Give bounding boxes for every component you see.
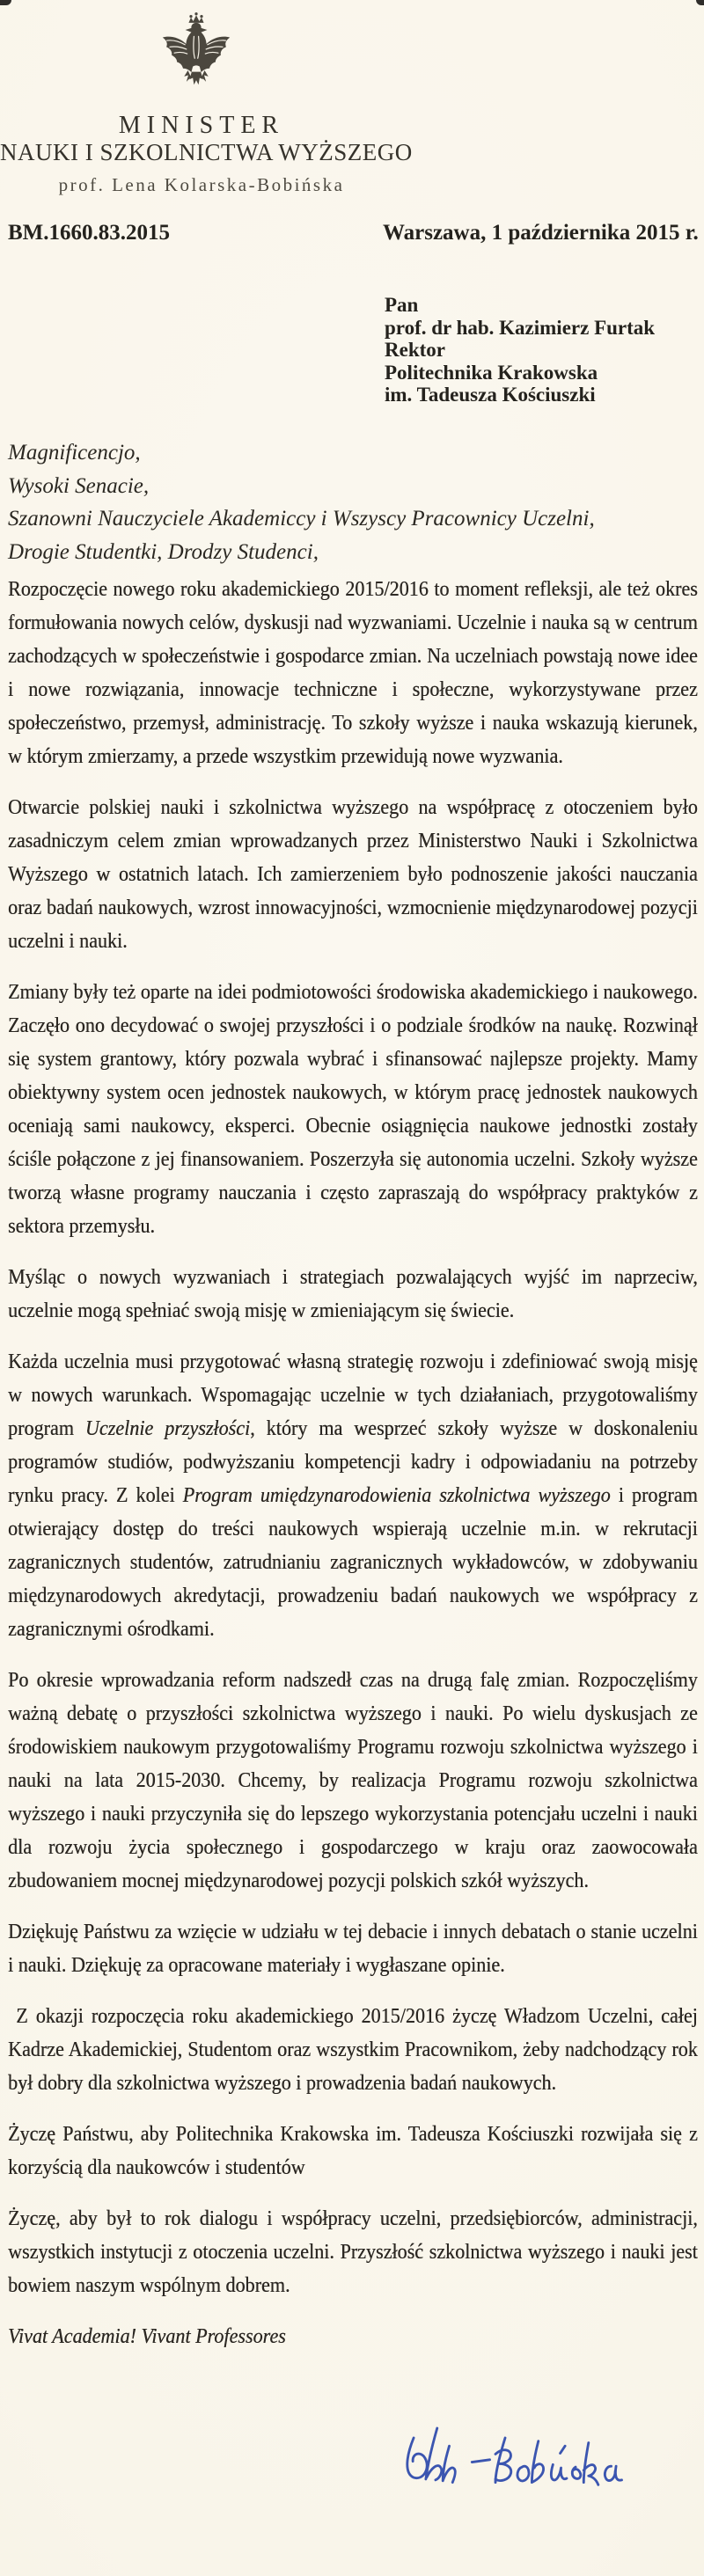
addressee-line: im. Tadeusza Kościuszki (385, 384, 596, 406)
paragraph-segment: Rozpoczęcie nowego roku akademickiego 2015/2016 to moment refleksji, ale też okres formułowania nowych celów, dyskusji nad wyzwaniami. Uczelnie i nauka są w centrum zachodzących w społeczeństwie i gospodarce zmian. Na uczelniach powstają nowe idee i nowe rozwiązania, innowacje techniczne i społeczne, wykorzystywane przez społeczeństwo, przemysł, administrację. To szkoły wyższe i nauka wskazują kierunek, w którym zmierzamy, a przede wszystkim przewidują nowe wyzwania. (8, 578, 698, 768)
paragraph-segment: Z okazji rozpoczęcia roku akademickiego 2015/2016 życzę Władzom Uczelni, całej Kadrze Akademickiej, Studentom oraz wszystkim Pracownikom, żeby nadchodzący rok był dobry dla szkolnictwa wyższego i prowadzenia badań naukowych. (8, 2005, 698, 2095)
addressee-line: Politechnika Krakowska (385, 361, 598, 384)
paragraph-segment: Program umiędzynarodowienia szkolnictwa wyższego (182, 1484, 611, 1507)
letterhead-minister-name: prof. Lena Kolarska-Bobińska (58, 174, 345, 195)
paragraph-segment: Uczelnie przyszłości (84, 1417, 251, 1440)
minister-signature (394, 2409, 637, 2507)
body-paragraph (8, 976, 698, 1243)
addressee-line: prof. dr hab. Kazimierz Furtak (385, 316, 656, 339)
body-paragraph (8, 2202, 698, 2302)
body-paragraph (8, 1915, 698, 1982)
salutation-line: Szanowni Nauczyciele Akademiccy i Wszyscy Pracownicy Uczelni, (8, 507, 595, 531)
paragraph-segment: Myśląc o nowych wyzwaniach i strategiach pozwalających wyjść im naprzeciw, uczelnie mogą spełniać swoją misję w zmieniającym się świecie. (8, 1266, 698, 1322)
paragraph-segment: Zmiany były też oparte na idei podmiotowości środowiska akademickiego i naukowego. Zaczęło ono decydować o swojej przyszłości i o podziale środków na naukę. Rozwinął się system grantowy, który pozwala wybrać i sfinansować najlepsze projekty. Mamy obiektywny system ocen jednostek naukowych, w którym pracę jednostek naukowych oceniają sami naukowcy, eksperci. Obecnie osiągnięcia naukowe jednostki zostały ściśle połączone z jej finansowaniem. Poszerzyła się autonomia uczelni. Szkoły wyższe tworzą własne programy nauczania i często zapraszają do współpracy praktyków z sektora przemysłu. (8, 981, 698, 1238)
paragraph-segment: Dziękuję Państwu za wzięcie w udziału w tej debacie i innych debatach o stanie uczelni i nauki. Dziękuję za opracowane materiały i wygłaszane opinie. (8, 1921, 698, 1977)
scan-corner-artifact (696, 0, 704, 5)
paragraph-segment: , który ma wesprzeć szkoły wyższe w doskonaleniu programów studiów, podwyższaniu kompetencji kadry i odpowiadaniu na potrzeby rynku pracy. Z kolei (8, 1417, 698, 1507)
body-paragraph (8, 791, 698, 958)
addressee-block (385, 294, 655, 406)
scan-corner-artifact (0, 0, 11, 5)
addressee-line: Pan (385, 294, 419, 316)
paragraph-segment: Życzę, aby był to rok dialogu i współpracy uczelni, przedsiębiorców, administracji, wszystkich instytucji z otoczenia uczelni. Przyszłość szkolnictwa wyższego i nauki jest bowiem naszym wspólnym dobrem. (8, 2207, 698, 2297)
reference-number: BM.1660.83.2015 (8, 221, 171, 245)
body-paragraph (8, 1345, 698, 1646)
polish-eagle-emblem (158, 11, 234, 102)
paragraph-segment: i program otwierający dostęp do treści naukowych wspierają uczelnie m.in. w rekrutacji zagranicznych studentów, zatrudnianiu zagranicznych wykładowców, w zdobywaniu międzynarodowych akredytacji, prowadzeniu badań naukowych we współpracy z zagranicznymi ośrodkami. (8, 1484, 698, 1641)
place-and-date: Warszawa, 1 października 2015 r. (383, 221, 699, 245)
salutation-block (8, 436, 595, 568)
addressee-line: Rektor (385, 339, 445, 361)
body-paragraph (8, 2000, 698, 2100)
letterhead-title: MINISTER (118, 112, 285, 139)
closing-line: Vivat Academia! Vivant Professores (8, 2325, 286, 2348)
paragraph-segment: Po okresie wprowadzania reform nadszedł czas na drugą falę zmian. Rozpoczęliśmy ważną debatę o przyszłości szkolnictwa wyższego i nauki. Po wielu dyskusjach ze środowiskiem naukowym przygotowaliśmy Programu rozwoju szkolnictwa wyższego i nauki na lata 2015-2030. Chcemy, by realizacja Programu rozwoju szkolnictwa wyższego i nauki przyczyniła się do lepszego wykorzystania potencjału uczelni i nauki dla rozwoju życia społecznego i gospodarczego w kraju oraz zaowocowała zbudowaniem mocnej międzynarodowej pozycji polskich szkół wyższych. (8, 1669, 698, 1892)
paragraph-segment: Otwarcie polskiej nauki i szkolnictwa wyższego na współpracę z otoczeniem było zasadniczym celem zmian wprowadzanych przez Ministerstwo Nauki i Szkolnictwa Wyższego w ostatnich latach. Ich zamierzeniem było podnoszenie jakości nauczania oraz badań naukowych, wzrost innowacyjności, wzmocnienie międzynarodowej pozycji uczelni i nauki. (8, 796, 698, 953)
body-paragraph (8, 573, 698, 773)
body-paragraph (8, 1664, 698, 1898)
body-paragraph (8, 2118, 698, 2184)
salutation-line: Wysoki Senacie, (8, 473, 150, 498)
letterhead-ministry-name: NAUKI I SZKOLNICTWA WYŻSZEGO (0, 139, 413, 165)
salutation-line: Magnificencjo, (8, 441, 141, 465)
body-paragraph (8, 1261, 698, 1328)
salutation-line: Drogie Studentki, Drodzy Studenci, (8, 539, 319, 564)
letter-body (8, 573, 698, 2353)
paragraph-segment: Życzę Państwu, aby Politechnika Krakowska im. Tadeusza Kościuszki rozwijała się z korzyścią dla naukowców i studentów (8, 2123, 698, 2179)
paragraph-segment: Każda uczelnia musi przygotować własną strategię rozwoju i zdefiniować swoją misję w nowych warunkach. Wspomagając uczelnie w tych działaniach, przygotowaliśmy program (8, 1350, 698, 1440)
body-paragraphs (8, 573, 698, 2302)
